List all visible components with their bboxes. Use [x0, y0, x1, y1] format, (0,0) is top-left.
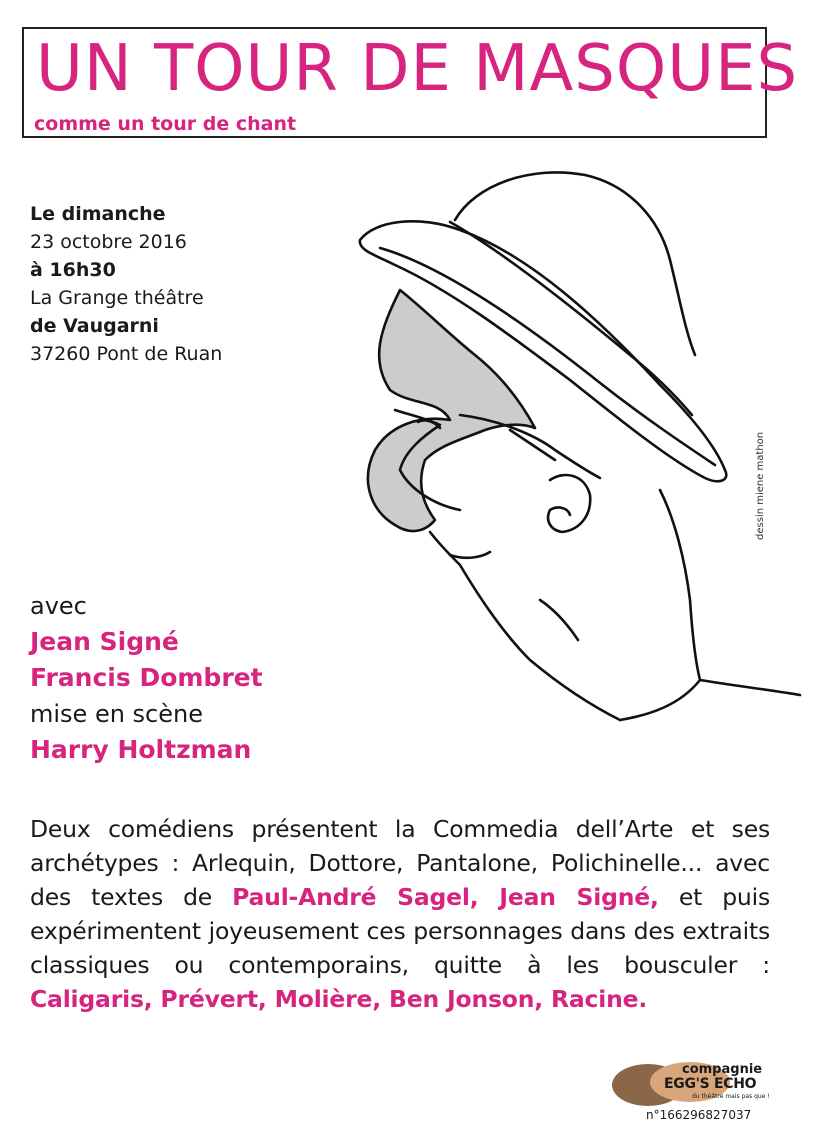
event-details [30, 200, 222, 368]
bowler-hat-man-drawing [300, 160, 810, 750]
hair-shadow [368, 290, 535, 531]
license-number: n°166296827037 [646, 1108, 752, 1122]
avec-label: avec [30, 592, 87, 620]
logo-line-1: compagnie [682, 1062, 763, 1077]
cast-block [30, 588, 263, 768]
director-name: Harry Holtzman [30, 735, 252, 764]
ear [548, 475, 590, 532]
poster-subtitle: comme un tour de chant [34, 113, 297, 135]
description [30, 812, 770, 1016]
description-authors: Paul-André Sagel, Jean Signé, [232, 883, 659, 911]
description-part-1: Deux comédiens présentent la Commedia dell’Arte et ses archétypes : Arlequin, Dottore, Pantalone, Polichinelle... avec des textes de [30, 815, 770, 911]
chin [430, 532, 620, 720]
poster-title: UN TOUR DE MASQUES [36, 32, 799, 106]
event-date: 23 octobre 2016 [30, 231, 187, 253]
collar [620, 680, 700, 720]
director-label: mise en scène [30, 700, 203, 728]
logo-line-3: du théâtre mais pas que ! [692, 1093, 770, 1100]
event-venue: La Grange théâtre [30, 287, 204, 309]
drawing-credit: dessin miene mathon [755, 431, 766, 540]
actor-2: Francis Dombret [30, 663, 263, 692]
event-address: 37260 Pont de Ruan [30, 343, 223, 365]
actor-1: Jean Signé [30, 627, 179, 656]
description-works: Caligaris, Prévert, Molière, Ben Jonson, Racine. [30, 985, 648, 1013]
logo-line-2: EGG'S ECHO [664, 1076, 757, 1092]
title-box [22, 27, 799, 138]
event-venue-place: de Vaugarni [30, 315, 159, 337]
hat-crown [455, 172, 695, 355]
event-day: Le dimanche [30, 203, 166, 225]
event-time: à 16h30 [30, 259, 116, 281]
company-logo [612, 1060, 772, 1130]
description-part-2: et puis expérimentent joyeusement ces personnages dans des extraits classiques ou contemporains, quitte à les bousculer : [30, 883, 770, 979]
neck [660, 490, 700, 680]
